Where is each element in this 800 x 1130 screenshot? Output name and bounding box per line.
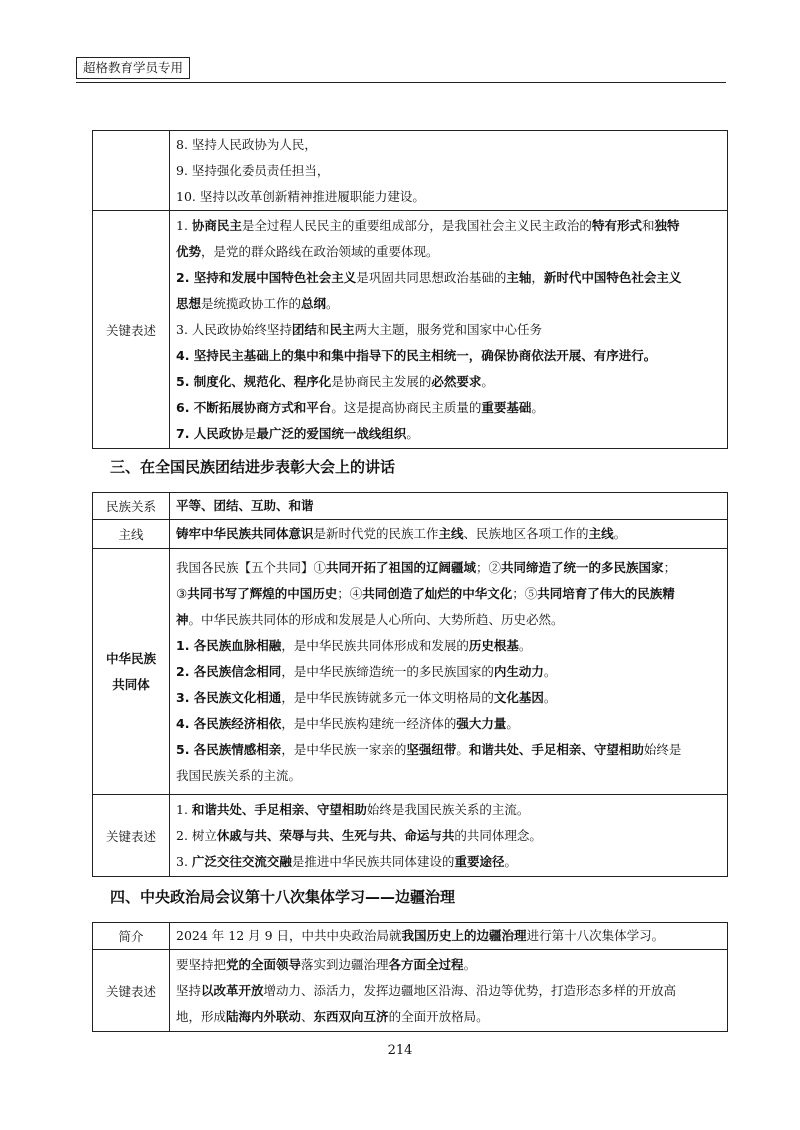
table-row (93, 493, 728, 520)
row-label: 简介 (93, 923, 170, 950)
list-item: 8. 坚持人民政协为人民， (176, 136, 317, 152)
list-item: 2. 树立休戚与共、荣辱与共、生死与共、命运与共的共同体理念。 (176, 827, 542, 843)
list-item: 4. 各民族经济相依，是中华民族构建统一经济体的强大力量。 (176, 715, 519, 731)
list-item: 4. 坚持民主基础上的集中和集中指导下的民主相统一，确保协商依法开展、有序进行。 (176, 347, 657, 363)
row-value: 2024 年 12 月 9 日，中共中央政治局就我国历史上的边疆治理进行第十八次集体学习。 (170, 923, 728, 950)
list-item: 6. 不断拓展协商方式和平台。这是提高协商民主质量的重要基础。 (176, 399, 544, 415)
list-item: 坚持以改革开放增动力、添活力，发挥边疆地区沿海、沿边等优势，打造形态多样的开放高 (176, 982, 677, 998)
community-cell (170, 549, 728, 795)
table-cppcc (92, 130, 728, 449)
list-item: 地，形成陆海内外联动、东西双向互济的全面开放格局。 (176, 1008, 489, 1024)
row-label: 民族关系 (93, 493, 170, 520)
table-row (93, 795, 728, 877)
empty-label-cell (93, 131, 170, 211)
list-item: 思想是统揽政协工作的总纲。 (176, 295, 339, 311)
list-item: 5. 各民族情感相亲，是中华民族一家亲的坚强纽带。和谐共处、手足相亲、守望相助始终是 (176, 741, 682, 757)
section-title: 三、在全国民族团结进步表彰大会上的讲话 (110, 458, 396, 476)
table-row (93, 923, 728, 950)
row-label: 主线 (93, 520, 170, 549)
key-expression-cell (170, 795, 728, 877)
list-item: 我国各民族【五个共同】①共同开拓了祖国的辽阔疆域；②共同缔造了统一的多民族国家； (176, 559, 677, 575)
list-item: 3. 各民族文化相通，是中华民族铸就多元一体文明格局的文化基因。 (176, 689, 557, 705)
list-item: 1. 协商民主是全过程人民民主的重要组成部分，是我国社会主义民主政治的特有形式和独特 (176, 217, 680, 233)
list-item: 10. 坚持以改革创新精神推进履职能力建设。 (176, 188, 425, 204)
key-expression-cell (170, 211, 728, 449)
key-expression-label: 关键表述 (93, 795, 170, 877)
list-item: 2. 坚持和发展中国特色社会主义是巩固共同思想政治基础的主轴，新时代中国特色社会主义 (176, 269, 682, 285)
list-item: 3. 人民政协始终坚持团结和民主两大主题，服务党和国家中心任务 (176, 321, 542, 337)
list-item: 1. 和谐共处、手足相亲、守望相助始终是我国民族关系的主流。 (176, 801, 530, 817)
table-row (93, 549, 728, 795)
list-item: 2. 各民族信念相同，是中华民族缔造统一的多民族国家的内生动力。 (176, 663, 557, 679)
table-row (93, 211, 728, 449)
row-value: 平等、团结、互助、和谐 (170, 493, 728, 520)
list-item: 神。中华民族共同体的形成和发展是人心所向、大势所趋、历史必然。 (176, 611, 564, 627)
section-title: 四、中央政治局会议第十八次集体学习——边疆治理 (110, 888, 456, 906)
header-divider (76, 82, 726, 83)
table-border-governance (92, 922, 728, 1032)
page-number: 214 (387, 1043, 413, 1058)
list-item: 优势，是党的群众路线在政治领域的重要体现。 (176, 243, 439, 259)
list-item: 3. 广泛交往交流交融是推进中华民族共同体建设的重要途径。 (176, 853, 517, 869)
list-item: 我国民族关系的主流。 (176, 767, 302, 783)
row-value: 铸牢中华民族共同体意识是新时代党的民族工作主线、民族地区各项工作的主线。 (170, 520, 728, 549)
table-ethnic-unity (92, 492, 728, 877)
list-item: 9. 坚持强化委员责任担当， (176, 162, 330, 178)
table-row (93, 520, 728, 549)
continuation-cell (170, 131, 728, 211)
list-item: 要坚持把党的全面领导落实到边疆治理各方面全过程。 (176, 956, 477, 972)
list-item: ③共同书写了辉煌的中国历史；④共同创造了灿烂的中华文化；⑤共同培育了伟大的民族精 (176, 585, 675, 601)
list-item: 5. 制度化、规范化、程序化是协商民主发展的必然要求。 (176, 373, 494, 389)
list-item: 7. 人民政协是最广泛的爱国统一战线组织。 (176, 425, 419, 441)
list-item: 1. 各民族血脉相融，是中华民族共同体形成和发展的历史根基。 (176, 637, 532, 653)
header-tag: 超格教育学员专用 (76, 57, 190, 79)
key-expression-label: 关键表述 (93, 211, 170, 449)
table-row (93, 950, 728, 1032)
table-row (93, 131, 728, 211)
key-expression-label: 关键表述 (93, 950, 170, 1032)
row-label: 中华民族 共同体 (93, 549, 170, 795)
key-expression-cell (170, 950, 728, 1032)
